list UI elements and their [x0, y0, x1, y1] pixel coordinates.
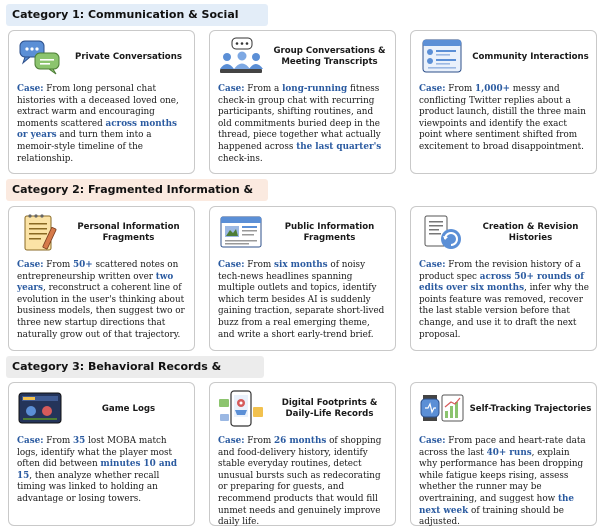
case-label: Case:	[17, 436, 44, 446]
document-revision-icon	[419, 213, 465, 253]
case-label: Case:	[419, 260, 446, 270]
case-label: Case:	[17, 84, 44, 94]
card-title: Private Conversations	[75, 51, 182, 62]
card-title: Group Conversations & Meeting Transcripts	[273, 46, 386, 67]
case-text-run: , infer why the points feature was removed, recover the last stable version before that change, and use it to draft the next proposal.	[419, 283, 589, 340]
card-title: Public Information Fragments	[284, 222, 375, 243]
highlight-text: 50+	[73, 260, 93, 270]
highlight-text: the next week	[419, 493, 575, 516]
case-text-run: From a	[244, 84, 283, 94]
case-text-run: and turn them into a memoir-style timeline of the relationship.	[17, 130, 152, 164]
case-text-run: , then analyze whether recall timing was linked to holding an advantage or losing towers.	[17, 470, 160, 504]
case-label: Case:	[218, 436, 245, 446]
card-creation-revision-histories	[410, 206, 597, 351]
card-case-text	[419, 436, 590, 529]
case-label: Case:	[218, 84, 245, 94]
case-label: Case:	[419, 436, 446, 446]
card-personal-information-fragments	[8, 206, 195, 351]
card-case-text	[17, 84, 188, 165]
case-text-run: of noisy tech-news headlines spanning multiple outlets and topics, identify which term besides AI is suddenly gaining traction, separate short-lived buzz from a real emerging theme, and write a short early-trend brief.	[218, 260, 385, 340]
card-case-text	[218, 84, 389, 165]
card-title: Personal Information Fragments	[77, 222, 180, 243]
case-text-run: of shopping and food-delivery history, identify stable everyday routines, detect unusual bursts such as redecorating or preparing for guests, and recommend products that would fill unmet needs and genuinely improve daily life.	[218, 436, 382, 528]
highlight-text: two years	[17, 271, 174, 294]
case-text-run: scattered notes on entrepreneurship written over	[17, 260, 179, 282]
case-text-run: check-ins.	[218, 153, 263, 164]
category-2-header: Category 2: Fragmented Information &	[6, 179, 268, 201]
highlight-text: 35	[73, 436, 86, 446]
highlight-text: 1,000+	[475, 84, 510, 94]
highlight-text: minutes 10 and 15	[17, 459, 178, 481]
card-case-text	[17, 436, 188, 506]
case-text-run: , reconstruct a coherent line of evolution in the user's thinking about business models, then suggest two or three new startup directions that naturally grow out of that trajectory.	[17, 283, 185, 340]
case-text-run: fitness check-in group chat with recurring participants, shifting routines, and old commitments buried deep in the thread, piece together what actually happened across	[218, 84, 381, 152]
highlight-text: long-running	[282, 84, 348, 94]
community-feed-icon	[419, 37, 465, 77]
case-text-run: From	[445, 84, 476, 94]
card-case-text	[419, 260, 590, 341]
card-private-conversations	[8, 30, 195, 174]
case-text-run: messy and conflicting Twitter replies about a product launch, distill the three main viewpoints and identify the exact point where sentiment shifted from excitement to broad disappointment.	[419, 84, 586, 152]
card-title: Self-Tracking Trajectories	[469, 403, 592, 414]
card-self-tracking-trajectories	[410, 382, 597, 526]
case-text-run: From	[244, 260, 275, 270]
card-title: Community Interactions	[472, 51, 589, 62]
case-label: Case:	[419, 84, 446, 94]
card-case-text	[17, 260, 188, 341]
case-text-run: of training should be adjusted.	[419, 505, 564, 528]
category-1-header: Category 1: Communication & Social	[6, 4, 268, 26]
card-group-conversations	[209, 30, 396, 174]
card-digital-footprints	[209, 382, 396, 526]
group-meeting-icon	[218, 37, 264, 77]
card-case-text	[419, 84, 590, 154]
case-text-run: From long personal chat histories with a deceased loved one, extract warm and encouraging moments scattered	[17, 84, 179, 129]
card-case-text	[218, 436, 389, 529]
card-public-information-fragments	[209, 206, 396, 351]
news-browser-icon	[218, 213, 264, 253]
case-text-run: From the revision history of a product spec	[419, 260, 581, 282]
case-text-run: From pace and heart-rate data across the last	[419, 436, 586, 458]
case-label: Case:	[218, 260, 245, 270]
game-screen-icon	[17, 389, 63, 429]
case-text-run: lost MOBA match logs, identify what the player most often did between	[17, 436, 173, 470]
highlight-text: across 50+ rounds of edits over six months	[419, 271, 585, 294]
card-community-interactions	[410, 30, 597, 174]
card-case-text	[218, 260, 389, 341]
chat-bubbles-icon	[17, 37, 63, 77]
case-label: Case:	[17, 260, 44, 270]
case-text-run: From	[244, 436, 275, 446]
card-title: Creation & Revision Histories	[482, 222, 579, 243]
card-title: Digital Footprints & Daily-Life Records	[281, 398, 378, 419]
card-game-logs	[8, 382, 195, 526]
smartwatch-chart-icon	[419, 389, 465, 429]
case-text-run: , explain why performance has been dropping while fatigue keeps rising, assess whether the runner may be overtraining, and suggest how	[419, 447, 584, 504]
highlight-text: across months or years	[17, 118, 178, 141]
highlight-text: 40+ runs	[486, 447, 532, 458]
case-text-run: From	[43, 436, 74, 446]
highlight-text: six months	[274, 260, 328, 270]
highlight-text: 26 months	[274, 436, 327, 446]
notepad-icon	[17, 213, 63, 253]
category-3-header: Category 3: Behavioral Records &	[6, 356, 264, 378]
phone-shopping-icon	[218, 389, 264, 429]
case-text-run: From	[43, 260, 74, 270]
card-title: Game Logs	[101, 403, 156, 414]
highlight-text: the last quarter's	[296, 141, 382, 152]
